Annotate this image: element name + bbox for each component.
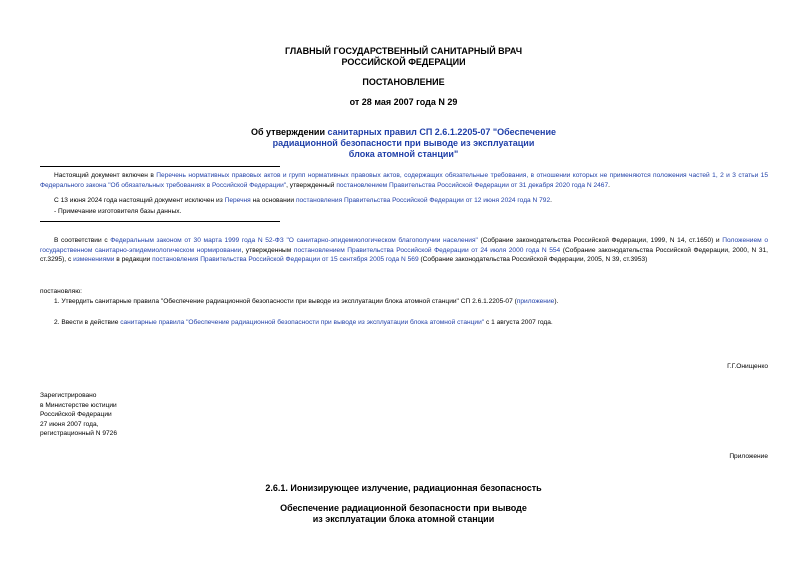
preamble-text: (Собрание законодательства Российской Федерации, 2000, N 31, ст.3295), с xyxy=(40,246,769,264)
link-izmeneniyami[interactable]: изменениями xyxy=(73,256,115,264)
note-link-perechen[interactable]: Перечень нормативных правовых актов и групп нормативных правовых актов, содержащих обязательные требования, в отношении которых не применяются положения частей 1, 2 и 3 статьи 15 Федерального закона "Об обязательных требованиях в Российской Федерации" xyxy=(40,172,769,189)
link-postanovlenie-554[interactable]: постановлением Правительства Российской Федерации от 24 июля 2000 года N 554 xyxy=(293,246,561,254)
link-postanovlenie-569[interactable]: постановления Правительства Российской Федерации от 15 сентября 2005 года N 569 xyxy=(152,256,419,264)
title-prefix: Об утверждении xyxy=(251,127,328,137)
preamble-paragraph xyxy=(40,236,768,265)
document-title xyxy=(0,127,807,160)
notes-top-divider xyxy=(40,166,280,167)
registration-line-5: регистрационный N 9726 xyxy=(40,430,118,438)
item-text: с 1 августа 2007 года. xyxy=(484,319,553,326)
note-text: С 13 июня 2024 года настоящий документ исключен из xyxy=(54,197,225,204)
preamble-text: в редакции xyxy=(114,256,153,264)
signature: Г.Г.Онищенко xyxy=(727,363,768,370)
notes-bottom-divider xyxy=(40,221,280,222)
note-excluded-from-list xyxy=(40,196,768,206)
registration-block xyxy=(40,391,117,439)
title-link-line-3[interactable]: блока атомной станции" xyxy=(348,149,459,159)
document-type: ПОСТАНОВЛЕНИЕ xyxy=(362,77,445,87)
issuer-line-2: РОССИЙСКОЙ ФЕДЕРАЦИИ xyxy=(341,57,466,67)
decree-item-1 xyxy=(40,297,768,307)
appendix-title-line-2: из эксплуатации блока атомной станции xyxy=(312,514,495,524)
registration-line-4: 27 июня 2007 года, xyxy=(40,420,99,428)
registration-line-1: Зарегистрировано xyxy=(40,392,97,399)
preamble-text: , утвержденным xyxy=(241,246,294,254)
note-link-postanovlenie-792[interactable]: постановления Правительства Российской Федерации от 12 июня 2024 года N 792 xyxy=(295,197,551,204)
note-text: на основании xyxy=(250,197,296,204)
registration-line-3: Российской Федерации xyxy=(40,411,112,419)
link-prilozhenie[interactable]: приложение xyxy=(516,298,555,305)
document-date-number: от 28 мая 2007 года N 29 xyxy=(349,97,458,107)
link-polozhenie[interactable]: Положением о государственном санитарно-эпидемиологическом нормировании xyxy=(40,237,768,254)
appendix-section: 2.6.1. Ионизирующее излучение, радиационная безопасность xyxy=(265,483,542,493)
link-federal-law-52[interactable]: Федеральным законом от 30 марта 1999 года N 52-ФЗ "О санитарно-эпидемиологическом благополучии населения" xyxy=(110,237,478,244)
appendix-label: Приложение xyxy=(729,453,768,460)
link-sanitary-rules[interactable]: санитарные правила "Обеспечение радиационной безопасности при выводе из эксплуатации блока атомной станции" xyxy=(120,319,485,326)
item-text: ). xyxy=(554,298,559,305)
preamble-text: В соответствии с xyxy=(54,237,111,244)
title-link-line-1[interactable]: санитарных правил СП 2.6.1.2205-07 "Обеспечение xyxy=(327,127,556,137)
note-text: . xyxy=(550,197,552,204)
note-text: Настоящий документ включен в xyxy=(54,172,157,179)
note-text: . xyxy=(608,181,610,189)
note-link-perechnya[interactable]: Перечня xyxy=(224,197,251,204)
note-included-in-list xyxy=(40,171,768,190)
note-text: , утвержденный xyxy=(286,181,337,189)
preamble-text: (Собрание законодательства Российской Федерации, 1999, N 14, ст.1650) и xyxy=(477,237,723,244)
registration-line-2: в Министерстве юстиции xyxy=(40,401,117,409)
note-link-postanovlenie-2467[interactable]: постановлением Правительства Российской Федерации от 31 декабря 2020 года N 2467 xyxy=(336,181,609,189)
decree-item-2 xyxy=(40,318,768,328)
issuer-line-1: ГЛАВНЫЙ ГОСУДАРСТВЕННЫЙ САНИТАРНЫЙ ВРАЧ xyxy=(284,46,523,56)
decree-word: постановляю: xyxy=(40,288,83,295)
item-text: 1. Утвердить санитарные правила "Обеспечение радиационной безопасности при выводе из эксплуатации блока атомной станции" СП 2.6.1.2205-07 ( xyxy=(54,298,517,305)
note-db-producer: - Примечание изготовителя базы данных. xyxy=(54,208,182,215)
item-text: 2. Ввести в действие xyxy=(54,319,121,326)
appendix-title-line-1: Обеспечение радиационной безопасности при выводе xyxy=(280,503,527,513)
preamble-text: (Собрание законодательства Российской Федерации, 2005, N 39, ст.3953) xyxy=(418,256,648,264)
title-link-line-2[interactable]: радиационной безопасности при выводе из эксплуатации xyxy=(272,138,535,148)
